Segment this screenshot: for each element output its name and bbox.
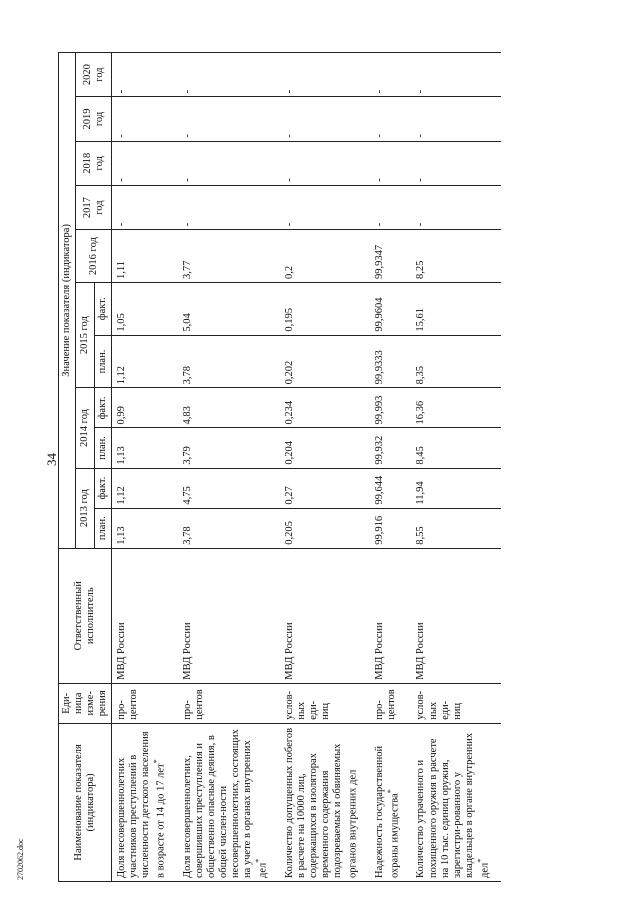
value-2015-plan: 0,202 [280, 335, 370, 388]
header-2013-fact: факт. [95, 468, 112, 508]
table-row [178, 53, 280, 882]
responsible-cell: МВД России [280, 548, 370, 683]
value-2020: - [280, 53, 370, 97]
value-2014-fact: 0,234 [280, 388, 370, 428]
value-2017: - [370, 185, 412, 229]
value-2014-fact: 99,993 [370, 388, 412, 428]
header-2020: 2020 год [76, 53, 112, 97]
header-2015-plan: план. [95, 335, 112, 388]
value-2015-fact: 0,195 [280, 282, 370, 335]
responsible-cell: МВД России [112, 548, 178, 683]
value-2014-plan: 1,13 [112, 428, 178, 468]
value-2016: 1,11 [112, 230, 178, 283]
value-2016: 0,2 [280, 230, 370, 283]
unit-cell: услов-ных еди-ниц [411, 683, 501, 723]
unit-cell: услов-ных еди-ниц [280, 683, 370, 723]
header-unit-col: Еди-ница изме-рения [59, 683, 112, 723]
value-2013-plan: 99,916 [370, 508, 412, 548]
value-2018: - [178, 141, 280, 185]
header-2016: 2016 год [76, 230, 112, 283]
footnote-mark: * [385, 789, 395, 794]
unit-cell: про-центов [112, 683, 178, 723]
value-2013-fact: 0,27 [280, 468, 370, 508]
value-2015-plan: 3,78 [178, 335, 280, 388]
footnote-mark: * [152, 759, 162, 764]
value-2014-plan: 0,204 [280, 428, 370, 468]
indicator-name: Доля несовершеннолетних, совершивших преступления и общественно опасные деяния, в общей числен-ности несовершеннолетних, состоящих на учете в органах внутренних дел* [178, 723, 280, 881]
value-2020: - [178, 53, 280, 97]
footnote-mark: * [475, 858, 485, 863]
table-row [112, 53, 178, 882]
value-2017: - [280, 185, 370, 229]
unit-cell: про-центов [370, 683, 412, 723]
value-2013-plan: 8,55 [411, 508, 501, 548]
value-2014-plan: 8,45 [411, 428, 501, 468]
value-2013-fact: 11,94 [411, 468, 501, 508]
responsible-cell: МВД России [370, 548, 412, 683]
header-2018: 2018 год [76, 141, 112, 185]
page-number: 34 [44, 453, 59, 466]
value-2015-fact: 5,04 [178, 282, 280, 335]
value-2018: - [112, 141, 178, 185]
value-2019: - [178, 97, 280, 141]
value-2014-fact: 0,99 [112, 388, 178, 428]
header-2019: 2019 год [76, 97, 112, 141]
header-responsible-col: Ответственный исполнитель [59, 548, 112, 683]
value-2013-fact: 99,644 [370, 468, 412, 508]
value-2014-fact: 4,83 [178, 388, 280, 428]
table-row [280, 53, 370, 882]
value-2020: - [370, 53, 412, 97]
value-2019: - [112, 97, 178, 141]
header-2013-plan: план. [95, 508, 112, 548]
header-values-group: Значение показателя (индикатора) [59, 53, 76, 549]
value-2014-plan: 3,79 [178, 428, 280, 468]
header-2017: 2017 год [76, 185, 112, 229]
indicator-table [58, 52, 501, 882]
unit-cell: про-центов [178, 683, 280, 723]
value-2015-plan: 8,35 [411, 335, 501, 388]
value-2015-fact: 1,05 [112, 282, 178, 335]
footer-file-name: 2702062.doc [16, 838, 25, 880]
indicator-name: Количество утраченного и похищенного оружия в расчете на 10 тыс. единиц оружия, зарегистри-рованного у владельцев в органе внутренних дел* [411, 723, 501, 881]
value-2018: - [370, 141, 412, 185]
value-2018: - [411, 141, 501, 185]
indicator-name: Надежность государственной охраны имущества* [370, 723, 412, 881]
indicator-name: Количество допущенных побегов в расчете на 10000 лиц, содержащихся в изоляторах временного содержания подозреваемых и обвиняемых органов внутренних дел [280, 723, 370, 881]
value-2013-fact: 4,75 [178, 468, 280, 508]
value-2017: - [112, 185, 178, 229]
value-2013-fact: 1,12 [112, 468, 178, 508]
value-2020: - [112, 53, 178, 97]
rotated-table-container [58, 52, 578, 882]
header-2014: 2014 год [76, 388, 95, 468]
value-2016: 8,25 [411, 230, 501, 283]
value-2019: - [280, 97, 370, 141]
value-2013-plan: 1,13 [112, 508, 178, 548]
footnote-mark: * [254, 858, 264, 863]
responsible-cell: МВД России [178, 548, 280, 683]
value-2017: - [178, 185, 280, 229]
value-2016: 99,9347 [370, 230, 412, 283]
value-2015-plan: 1,12 [112, 335, 178, 388]
value-2020: - [411, 53, 501, 97]
value-2017: - [411, 185, 501, 229]
header-row-1 [59, 53, 76, 882]
value-2015-fact: 99,9604 [370, 282, 412, 335]
table-row [370, 53, 412, 882]
indicator-name: Доля несовершеннолетних участников преступлений в численности детского населения в возрасте от 14 до 17 лет* [112, 723, 178, 881]
header-2013: 2013 год [76, 468, 95, 548]
header-2014-plan: план. [95, 428, 112, 468]
value-2018: - [280, 141, 370, 185]
value-2015-plan: 99,9333 [370, 335, 412, 388]
value-2015-fact: 15,61 [411, 282, 501, 335]
value-2014-fact: 16,36 [411, 388, 501, 428]
value-2013-plan: 3,78 [178, 508, 280, 548]
value-2013-plan: 0,205 [280, 508, 370, 548]
header-2014-fact: факт. [95, 388, 112, 428]
value-2019: - [411, 97, 501, 141]
value-2016: 3,77 [178, 230, 280, 283]
responsible-cell: МВД России [411, 548, 501, 683]
table-row [411, 53, 501, 882]
header-2015: 2015 год [76, 282, 95, 387]
header-name-col: Наименование показателя (индикатора) [59, 723, 112, 881]
value-2019: - [370, 97, 412, 141]
header-2015-fact: факт. [95, 282, 112, 335]
value-2014-plan: 99,932 [370, 428, 412, 468]
